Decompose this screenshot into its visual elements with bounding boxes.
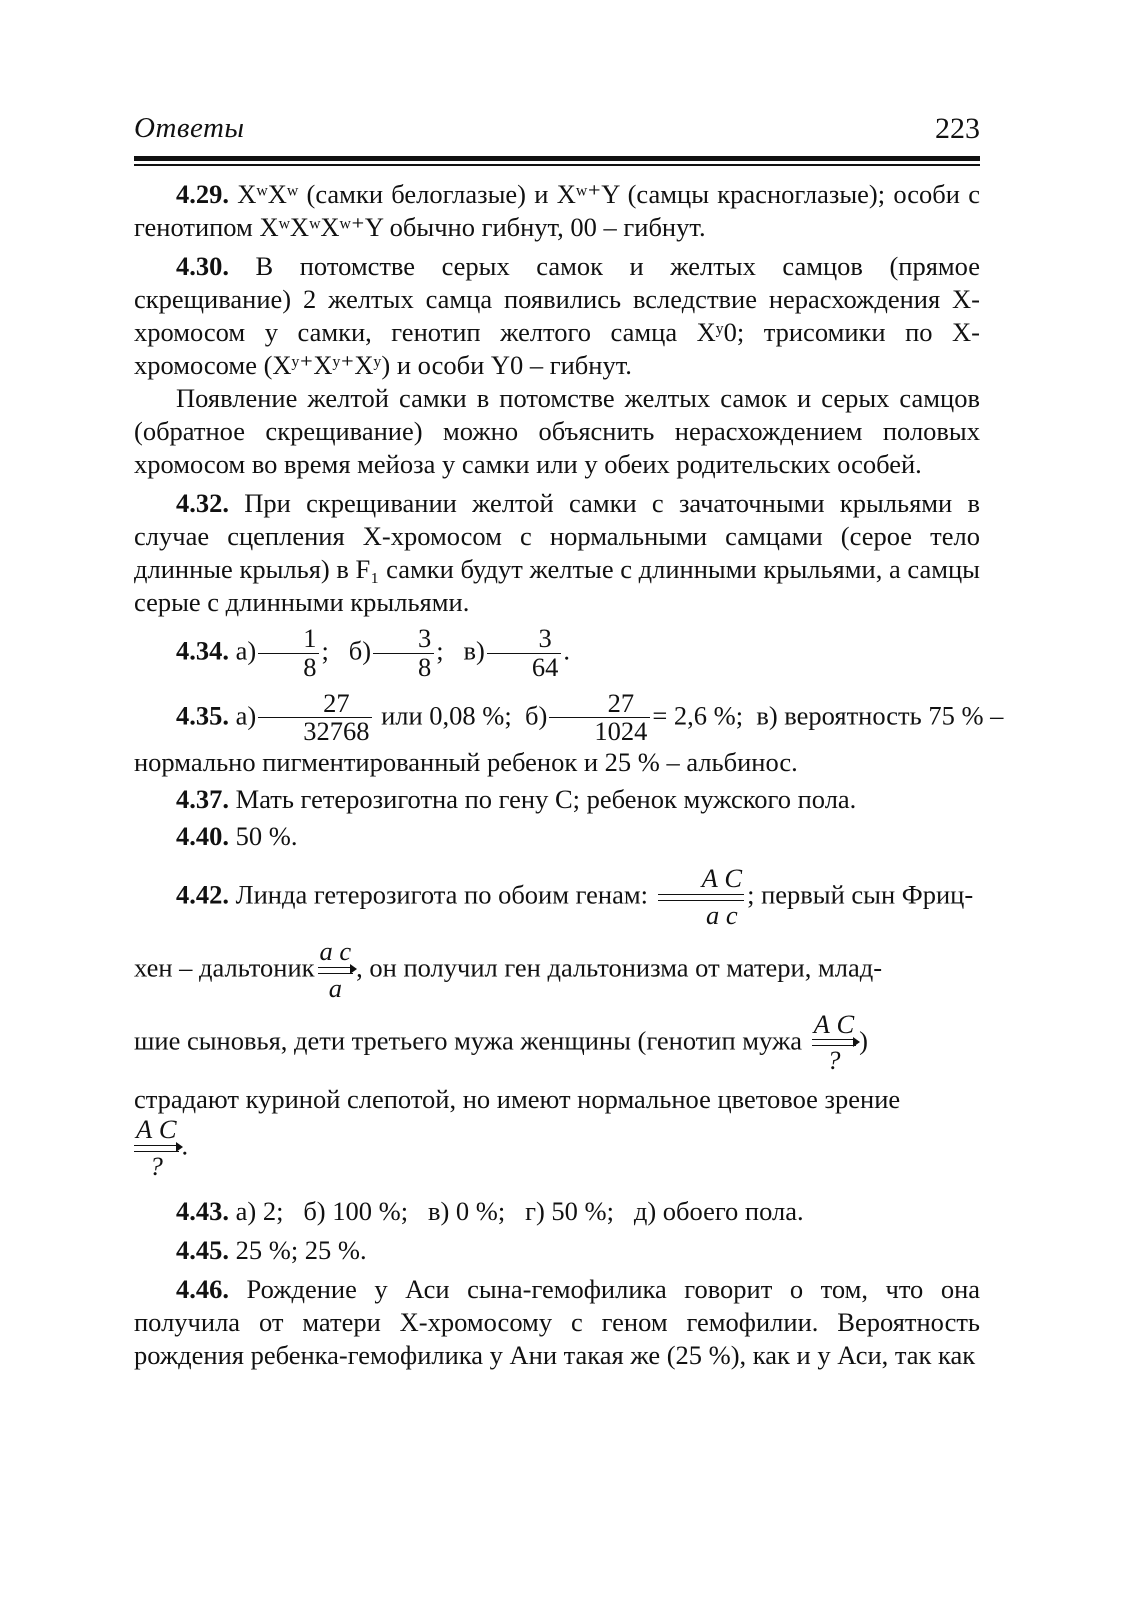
chromosome-lines xyxy=(134,1145,179,1152)
answer-4-46 xyxy=(134,1273,980,1372)
allele: a xyxy=(319,935,333,966)
allele: A xyxy=(813,1008,830,1039)
denominator: 8 xyxy=(303,651,317,682)
answer-text: ; первый сын Фриц- xyxy=(747,879,974,910)
answer-4-37 xyxy=(134,783,980,816)
answer-number: 4.34. xyxy=(176,635,229,666)
answer-text: XʷXʷ (самки белоглазые) и Xʷ⁺Y (самцы красноглазые); особи с генотипом XʷXʷXʷ⁺Y обычно гибнут, 00 – гибнут. xyxy=(134,179,980,242)
answer-text: , он получил ген дальтонизма от матери, млад- xyxy=(356,952,883,983)
answer-number: 4.42. xyxy=(176,879,229,910)
answer-4-35-continuation: нормально пигментированный ребенок и 25 % – альбинос. xyxy=(134,747,798,778)
answer-number: 4.43. xyxy=(176,1195,229,1226)
answer-4-34 xyxy=(134,625,980,682)
answer-4-35 xyxy=(134,687,1004,747)
answer-number: 4.37. xyxy=(176,784,229,815)
answer-4-43 xyxy=(134,1195,980,1228)
denominator: 8 xyxy=(418,651,432,682)
answer-4-42-line-2 xyxy=(134,935,980,1003)
allele: c xyxy=(339,935,352,966)
denominator: 64 xyxy=(531,651,559,682)
answers-content xyxy=(134,178,1004,1372)
genotype-notation xyxy=(658,865,745,930)
answer-4-45 xyxy=(134,1234,980,1267)
genotype-notation xyxy=(134,1116,179,1181)
answer-4-32 xyxy=(134,487,980,619)
answer-text: 25 %; 25 %. xyxy=(235,1234,367,1265)
allele: ? xyxy=(827,1045,841,1076)
answer-text: 50 %. xyxy=(235,821,298,852)
answer-text: Рождение у Аси сына-гемофилика говорит о том, что она получила от матери X-хромосому с геном гемофилии. Вероятность рождения ребенка-гемофилика у Ани такая же (25 %), как и у Аси, так как xyxy=(134,1273,981,1370)
running-title: Ответы xyxy=(134,112,245,144)
answer-text: Линда гетерозигота по обоим генам: xyxy=(235,879,648,910)
header-rule-thick xyxy=(134,156,980,161)
answer-4-40 xyxy=(134,820,980,853)
answer-number: 4.32. xyxy=(176,488,229,518)
fraction xyxy=(549,687,650,747)
option-label: б) xyxy=(525,700,548,731)
option-label: а) xyxy=(235,700,257,731)
answer-text: а) 2; б) 100 %; в) 0 %; г) 50 %; д) обоего пола. xyxy=(235,1195,804,1226)
separator: ; xyxy=(436,635,444,666)
answer-4-30-paragraph-2: Появление желтой самки в потомстве желтых самок и серых самцов (обратное скрещивание) можно объяснить нерасхождением половых хромосом во время мейоза у самки или у обеих родительских особей. xyxy=(134,383,980,479)
answer-text: шие сыновья, дети третьего мужа женщины (генотип мужа xyxy=(134,1024,803,1055)
answer-number: 4.45. xyxy=(176,1234,229,1265)
page-number: 223 xyxy=(935,112,980,145)
allele: ? xyxy=(149,1150,163,1181)
answer-text: в) вероятность 75 % – xyxy=(756,700,1004,731)
numerator: 27 xyxy=(258,690,372,719)
allele: A xyxy=(136,1114,153,1145)
numerator: 3 xyxy=(487,625,562,654)
fraction xyxy=(487,625,562,682)
genotype-notation xyxy=(812,1008,857,1076)
genotype-notation xyxy=(318,935,354,1003)
answer-text: Мать гетерозиготна по гену C; ребенок мужского пола. xyxy=(235,784,857,815)
answer-number: 4.46. xyxy=(176,1273,229,1304)
answer-4-30 xyxy=(134,250,980,382)
separator: ; xyxy=(321,635,329,666)
answer-4-42-line-4: страдают куриной слепотой, но имеют нормальное цветовое зрение xyxy=(134,1084,901,1115)
numerator: 3 xyxy=(373,625,434,654)
numerator: 1 xyxy=(258,625,319,654)
option-label: в) xyxy=(463,635,485,666)
answer-text: хен – дальтоник xyxy=(134,952,315,983)
allele: C xyxy=(836,1008,855,1039)
chromosome-lines xyxy=(812,1039,857,1046)
answer-text: . xyxy=(181,1130,189,1161)
answer-number: 4.29. xyxy=(176,179,229,209)
answer-number: 4.30. xyxy=(176,251,229,281)
answer-text: = 2,6 %; xyxy=(652,700,744,731)
fraction xyxy=(373,625,434,682)
answer-text: ) xyxy=(859,1024,868,1055)
chromosome-lines xyxy=(318,967,354,974)
denominator: 1024 xyxy=(594,716,648,747)
answer-4-42-line-3 xyxy=(134,1008,980,1076)
numerator: 27 xyxy=(549,690,650,719)
fraction xyxy=(258,687,372,747)
terminator: . xyxy=(563,635,570,666)
header-rule-thin xyxy=(134,164,980,166)
option-label: б) xyxy=(348,635,372,666)
answer-number: 4.35. xyxy=(176,700,229,731)
denominator: 32768 xyxy=(303,716,370,747)
option-label: а) xyxy=(235,635,257,666)
allele: a xyxy=(706,900,720,931)
answer-number: 4.40. xyxy=(176,821,229,852)
answer-text: При скрещивании желтой самки с зачаточными крыльями в случае сцепления X-хромосом с нормальными самцами (серое тело длинные крылья) в F₁ самки будут желтые с длинными крыльями, а самцы серые с длинными крыльями. xyxy=(134,488,980,617)
allele: C xyxy=(724,863,743,894)
allele: c xyxy=(725,900,738,931)
answer-text: В потомстве серых самок и желтых самцов (прямое скрещивание) 2 желтых самца появились вследствие нерасхождения X-хромосом у самки, генотип желтого самца Xʸ0; трисомики по X-хромосоме (Xʸ⁺Xʸ⁺Xʸ) и особи Y0 – гибнут. xyxy=(134,251,981,380)
answer-4-42-line-5 xyxy=(134,1116,980,1181)
fraction xyxy=(258,625,319,682)
allele: a xyxy=(328,972,342,1003)
answer-text: или 0,08 %; xyxy=(381,700,512,731)
allele: A xyxy=(701,863,718,894)
answer-4-42 xyxy=(134,865,980,930)
allele: C xyxy=(158,1114,177,1145)
answer-4-29 xyxy=(134,178,980,244)
